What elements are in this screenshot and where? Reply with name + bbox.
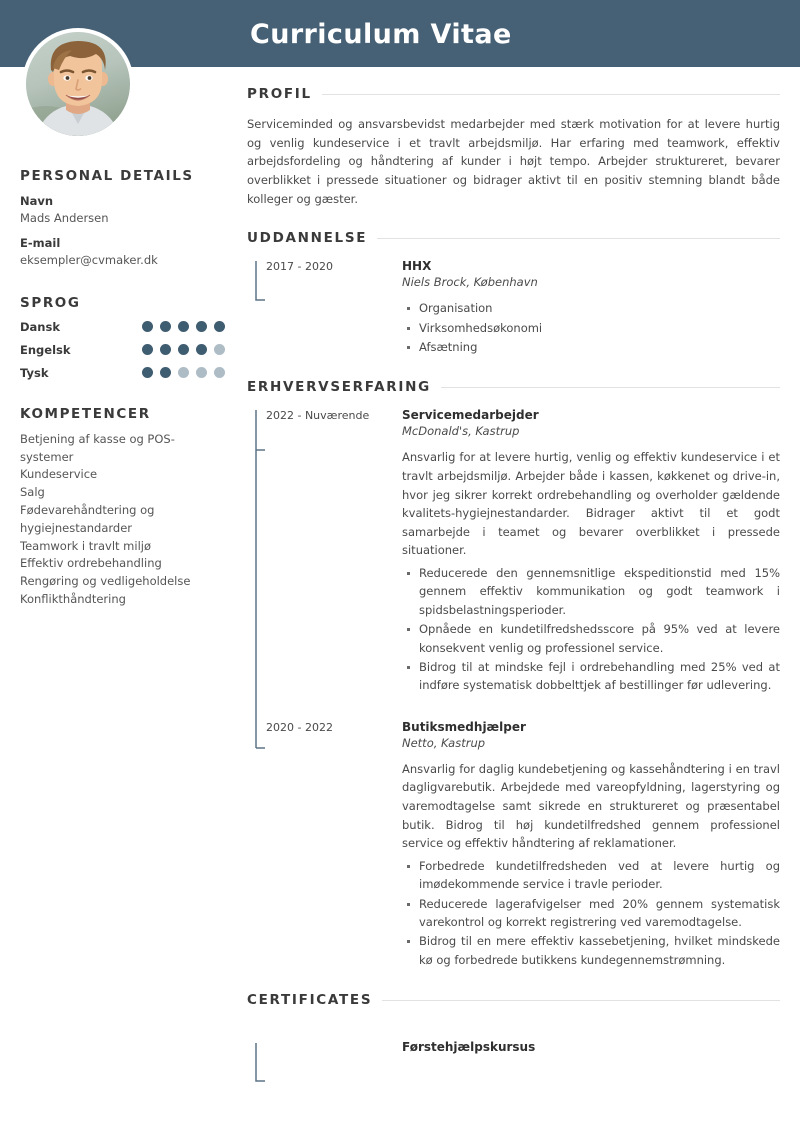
- education-degree: HHX: [402, 259, 432, 274]
- section-languages: [20, 295, 225, 380]
- experience-entry: [247, 408, 780, 695]
- experience-job-title: Butiksmedhjælper: [402, 719, 526, 734]
- skills-heading: KOMPETENCER: [20, 405, 151, 422]
- experience-entry-date: 2020 - 2022: [266, 720, 333, 734]
- rating-dot: [214, 321, 225, 332]
- skill-item: Fødevarehåndtering og hygiejnestandarder: [20, 502, 155, 535]
- experience-entry-body: [402, 408, 780, 695]
- rating-dot: [142, 321, 153, 332]
- certificate-title: Førstehjælpskursus: [402, 1040, 536, 1055]
- field-value-navn: Mads Andersen: [20, 210, 109, 225]
- experience-bullets: [402, 564, 780, 695]
- education-heading: UDDANNELSE: [247, 230, 368, 247]
- main-content: [247, 86, 780, 1086]
- section-certificates: [247, 992, 780, 1086]
- rating-dot: [160, 367, 171, 378]
- language-rating-dansk: [142, 321, 225, 332]
- skill-item: Teamwork i travlt miljø: [20, 538, 152, 553]
- rating-dot: [178, 367, 189, 378]
- bullet-item: Afsætning: [419, 338, 780, 356]
- skill-item: Salg: [20, 485, 45, 500]
- experience-job-title: Servicemedarbejder: [402, 408, 539, 423]
- language-row-dansk: [20, 320, 225, 334]
- experience-employer: Netto, Kastrup: [402, 735, 486, 750]
- section-education: [247, 230, 780, 357]
- bullet-item: Reducerede den gennemsnitlige ekspeditionstid med 15% gennem effektiv kommunikation og godt teamwork i spidsbelastningsperioder.: [419, 564, 780, 619]
- experience-bullets: [402, 857, 780, 969]
- rating-dot: [142, 344, 153, 355]
- skill-item: Betjening af kasse og POS-systemer: [20, 431, 175, 464]
- language-row-tysk: [20, 366, 225, 380]
- avatar: [22, 28, 134, 140]
- rating-dot: [178, 344, 189, 355]
- bullet-item: Opnåede en kundetilfredshedsscore på 95% ved at levere konsekvent venlig og professionel service.: [419, 620, 780, 657]
- sidebar: [20, 168, 225, 609]
- rating-dot: [196, 344, 207, 355]
- language-label-tysk: Tysk: [20, 365, 49, 380]
- section-profile: [247, 86, 780, 208]
- section-personal-details: [20, 168, 225, 269]
- skill-item: Effektiv ordrebehandling: [20, 556, 162, 571]
- profile-heading-row: [247, 86, 780, 102]
- experience-entry-body: [402, 720, 780, 970]
- certificate-entry: [247, 1040, 780, 1056]
- education-entry-date: 2017 - 2020: [266, 260, 333, 274]
- experience-timeline: [247, 408, 780, 970]
- experience-entry: [247, 720, 780, 970]
- section-rule: [382, 1000, 780, 1001]
- section-skills: [20, 406, 225, 609]
- education-bullets: [402, 299, 780, 356]
- section-experience: [247, 379, 780, 970]
- certificates-timeline: [247, 1040, 780, 1086]
- profile-photo: [26, 32, 130, 136]
- rating-dot: [196, 367, 207, 378]
- field-label-navn: Navn: [20, 194, 54, 208]
- bullet-item: Bidrog til at mindske fejl i ordrebehandling med 25% ved at indføre systematisk dobbelttjek af bestillinger før udlevering.: [419, 658, 780, 695]
- languages-heading: SPROG: [20, 294, 81, 311]
- rating-dot: [160, 344, 171, 355]
- rating-dot: [178, 321, 189, 332]
- experience-heading-row: [247, 379, 780, 395]
- education-entry: [247, 259, 780, 357]
- section-rule: [322, 94, 780, 95]
- profile-photo-illustration: [26, 32, 130, 136]
- rating-dot: [196, 321, 207, 332]
- section-rule: [441, 387, 780, 388]
- bullet-item: Virksomhedsøkonomi: [419, 319, 780, 337]
- experience-heading: ERHVERVSERFARING: [247, 379, 431, 396]
- experience-employer: McDonald's, Kastrup: [402, 424, 520, 439]
- language-rating-engelsk: [142, 344, 225, 355]
- skill-item: Rengøring og vedligeholdelse: [20, 574, 191, 589]
- education-heading-row: [247, 230, 780, 246]
- section-rule: [377, 238, 780, 239]
- certificates-heading: CERTIFICATES: [247, 992, 373, 1009]
- education-timeline: [247, 259, 780, 357]
- skill-item: Kundeservice: [20, 467, 98, 482]
- experience-description: Ansvarlig for daglig kundebetjening og kassehåndtering i en travl dagligvarebutik. Arbejdede med vareopfyldning, lagerstyring og varemodtagelse samt sikrede en struktureret og præsentabel butik. Bidrog til høj kundetilfredshed gennem professionel service og effektiv håndtering af reklamationer.: [402, 761, 780, 851]
- certificate-entry-body: [402, 1040, 780, 1056]
- rating-dot: [214, 367, 225, 378]
- bullet-item: Forbedrede kundetilfredsheden ved at levere hurtig og imødekommende service i travle perioder.: [419, 857, 780, 894]
- rating-dot: [142, 367, 153, 378]
- profile-heading: PROFIL: [247, 86, 312, 102]
- certificates-heading-row: [247, 992, 780, 1008]
- field-value-email: eksempler@cvmaker.dk: [20, 253, 158, 268]
- bullet-item: Bidrog til en mere effektiv kassebetjening, hvilket mindskede kø og forbedrede butikkens kundegennemstrømning.: [419, 932, 780, 969]
- personal-details-heading: PERSONAL DETAILS: [20, 168, 194, 184]
- certificate-entry-date: [266, 1040, 402, 1056]
- rating-dot: [160, 321, 171, 332]
- language-rating-tysk: [142, 367, 225, 378]
- page-title: Curriculum Vitae: [250, 19, 512, 50]
- language-row-engelsk: [20, 343, 225, 357]
- field-label-email: E-mail: [20, 236, 61, 251]
- bullet-item: Organisation: [419, 299, 780, 317]
- education-institution: Niels Brock, København: [402, 275, 538, 290]
- profile-text: Serviceminded og ansvarsbevidst medarbejder med stærk motivation for at levere hurtig og venlig kundeservice i et travlt arbejdsmiljø. Har erfaring med teamwork, effektiv arbejdsfordeling og håndtering af kunder i højt tempo. Arbejder struktureret, bevarer overblikket i pressede situationer og bidrager aktivt til en positiv stemning blandt både kolleger og gæster.: [247, 117, 780, 206]
- skill-item: Konflikthåndtering: [20, 592, 126, 606]
- language-label-engelsk: Engelsk: [20, 342, 71, 357]
- education-entry-body: [402, 259, 780, 357]
- experience-description: Ansvarlig for at levere hurtig, venlig og effektiv kundeservice i et travlt arbejdsmiljø. Arbejder både i kassen, køkkenet og drive-in, hvor jeg sikrer korrekt ordrebehandling og overholder gældende kvalitets-hygiejnestandarder. Bidrager aktivt til et godt samarbejde i teamet og bevarer overblikket i pressede situationer.: [402, 450, 780, 558]
- experience-entry-date: 2022 - Nuværende: [266, 409, 370, 423]
- language-label-dansk: Dansk: [20, 319, 60, 334]
- rating-dot: [214, 344, 225, 355]
- bullet-item: Reducerede lagerafvigelser med 20% gennem systematisk varekontrol og korrekt registrering ved varemodtagelse.: [419, 895, 780, 932]
